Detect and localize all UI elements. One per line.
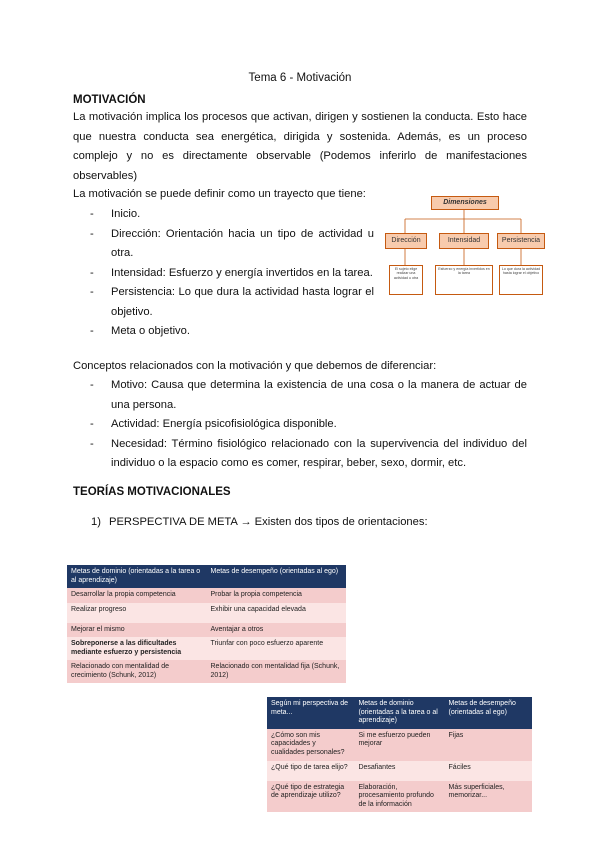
table-row [67, 637, 346, 660]
diagram-note-intensidad: Esfuerzo y energía invertidos en la tarea [435, 265, 493, 295]
table-row [67, 588, 346, 603]
table-cell: Triunfar con poco esfuerzo aparente [207, 637, 347, 660]
table-cell: Elaboración, procesamiento profundo de la información [354, 781, 444, 813]
table-cell: Fijas [445, 729, 532, 761]
table-cell: ¿Qué tipo de estrategia de aprendizaje utilizo? [267, 781, 354, 813]
list-item: - Inicio. [84, 205, 374, 225]
table-row [267, 761, 532, 781]
trajectory-intro: La motivación se puede definir como un trayecto que tiene: [73, 188, 366, 200]
list-item: - Persistencia: Lo que dura la actividad hasta lograr el objetivo. [84, 283, 374, 322]
table-cell: Fáciles [445, 761, 532, 781]
diagram-node-intensidad: Intensidad [439, 233, 489, 249]
table-row [67, 623, 346, 638]
table-header-row [67, 565, 346, 588]
table-cell: Desarrollar la propia competencia [67, 588, 207, 603]
intro-paragraph: La motivación implica los procesos que activan, dirigen y sostienen la conducta. Esto hace que nuestra conducta sea energética, dirigida y sostenida. Además, es un proceso complejo y no es directamente observable (Podemos inferirlo de manifestaciones observables) [73, 111, 527, 182]
table-row [267, 781, 532, 813]
numbered-item-number: 1) [91, 516, 101, 528]
table-header-cell: Metas de dominio (orientadas a la tarea o al aprendizaje) [354, 697, 444, 729]
table-header-cell: Según mi perspectiva de meta... [267, 697, 354, 729]
numbered-item-text: PERSPECTIVA DE META → Existen dos tipos de orientaciones: [109, 516, 428, 528]
table-cell: Sobreponerse a las dificultades mediante esfuerzo y persistencia [67, 637, 207, 660]
dimensions-diagram [385, 193, 543, 323]
table-cell: Aventajar a otros [207, 623, 347, 638]
table-header-cell: Metas de desempeño (orientadas al ego) [207, 565, 347, 588]
table-header-cell: Metas de desempeño (orientadas al ego) [445, 697, 532, 729]
list-item: - Actividad: Energía psicofisiológica disponible. [84, 415, 527, 435]
diagram-connectors [385, 193, 543, 323]
section-heading-teorias: TEORÍAS MOTIVACIONALES [73, 486, 231, 498]
list-item: - Meta o objetivo. [84, 322, 374, 342]
table-row [67, 603, 346, 623]
trajectory-list [84, 205, 374, 342]
section-heading-motivacion: MOTIVACIÓN [73, 94, 146, 106]
goals-table [67, 565, 346, 683]
list-item: - Motivo: Causa que determina la existencia de una cosa o la manera de actuar de una persona. [84, 376, 527, 415]
diagram-node-persistencia: Persistencia [497, 233, 545, 249]
diagram-node-direccion: Dirección [385, 233, 427, 249]
table-cell: Exhibir una capacidad elevada [207, 603, 347, 623]
list-item: - Intensidad: Esfuerzo y energía invertidos en la tarea. [84, 264, 374, 284]
table-header-row [267, 697, 532, 729]
table-cell: Relacionado con mentalidad de crecimiento (Schunk, 2012) [67, 660, 207, 683]
list-item: - Dirección: Orientación hacia un tipo de actividad u otra. [84, 225, 374, 264]
goal-perspective-table [267, 697, 532, 812]
list-item: - Necesidad: Término fisiológico relacionado con la supervivencia del individuo del individuo o la espacio como es comer, respirar, beber, sexo, dormir, etc. [84, 435, 527, 474]
diagram-note-direccion: El sujeto elige realizar una actividad u otra [389, 265, 423, 295]
related-intro: Conceptos relacionados con la motivación y que debemos de diferenciar: [73, 360, 437, 372]
table-cell: ¿Qué tipo de tarea elijo? [267, 761, 354, 781]
diagram-note-persistencia: Lo que dura la actividad hasta lograr el objetivo [499, 265, 543, 295]
table-cell: Relacionado con mentalidad fija (Schunk, 2012) [207, 660, 347, 683]
table-header-cell: Metas de dominio (orientadas a la tarea o al aprendizaje) [67, 565, 207, 588]
table-cell: ¿Cómo son mis capacidades y cualidades personales? [267, 729, 354, 761]
table-cell: Realizar progreso [67, 603, 207, 623]
table-row [267, 729, 532, 761]
table-cell: Probar la propia competencia [207, 588, 347, 603]
table-cell: Mejorar el mismo [67, 623, 207, 638]
table-row [67, 660, 346, 683]
table-cell: Si me esfuerzo pueden mejorar [354, 729, 444, 761]
table-cell: Desafiantes [354, 761, 444, 781]
table-cell: Más superficiales, memorizar... [445, 781, 532, 813]
diagram-root: Dimensiones [431, 196, 499, 210]
page-title: Tema 6 - Motivación [248, 72, 352, 84]
related-concepts-list [84, 376, 527, 474]
